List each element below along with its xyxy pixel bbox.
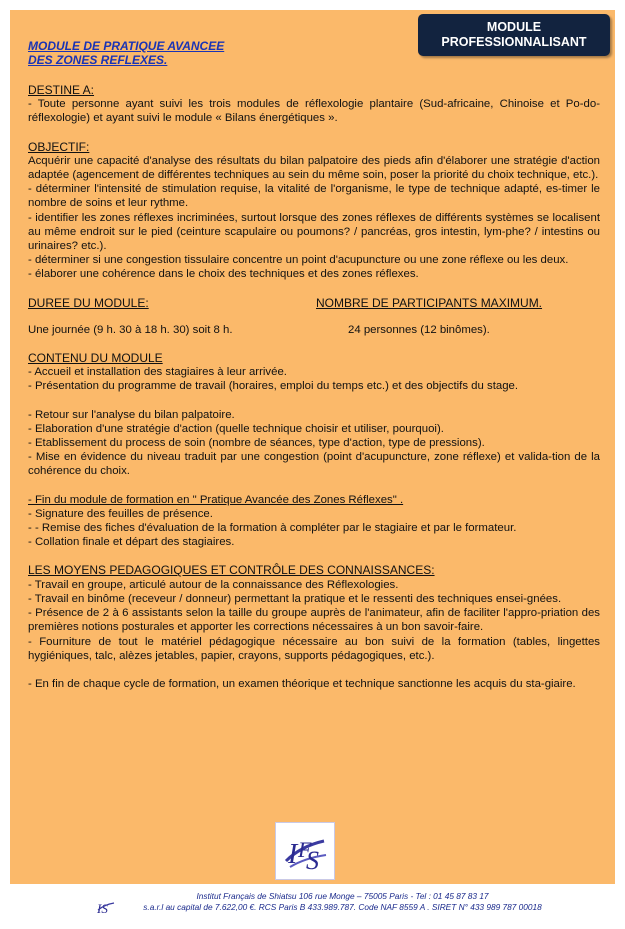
contenu-heading: CONTENU DU MODULE: [28, 351, 163, 366]
moyens-item: - Travail en groupe, articulé autour de la connaissance des Réflexologies.: [28, 578, 399, 591]
objectif-line: - déterminer si une congestion tissulaire concentre un point d'acupuncture ou une zone réflexe ou les deux.: [28, 254, 569, 267]
svg-text:F: F: [298, 837, 312, 862]
footer-line-2: s.a.r.l au capital de 7.622,00 €. RCS Paris B 433.989.787. Code NAF 8559 A . SIRET N° 433 989 787 00018: [143, 902, 542, 912]
svg-text:I: I: [288, 839, 298, 870]
destine-text: - Toute personne ayant suivi les trois modules de réflexologie plantaire (Sud-africaine, Chinoise et Po-do-réflexologie) et ayant suivi le module « Bilans énergétiques ».: [28, 98, 600, 125]
ifs-logo: [275, 822, 335, 880]
participants-value: 24 personnes (12 binômes).: [348, 323, 490, 336]
module-title: [28, 40, 600, 67]
footer: [0, 891, 625, 913]
objectif-line: - élaborer une cohérence dans le choix des techniques et des zones réflexes.: [28, 268, 419, 281]
badge-line-2: PROFESSIONNALISANT: [441, 35, 587, 49]
contenu-item: - Collation finale et départ des stagiaires.: [28, 536, 235, 549]
moyens-heading: LES MOYENS PEDAGOGIQUES ET CONTRÔLE DES CONNAISSANCES:: [28, 563, 435, 578]
contenu-item: - Etablissement du process de soin (nombre de séances, type d'action, type de pressions).: [28, 437, 485, 450]
moyens-item: - Fourniture de tout le matériel pédagogique nécessaire au bon suivi de la formation (tables, lingettes hygiéniques, talc, alèzes jetables, papier, crayons, supports pédagogiques, etc.).: [28, 635, 600, 662]
destine-heading: DESTINE A:: [28, 83, 95, 97]
contenu-item: - Signature des feuilles de présence.: [28, 507, 213, 520]
footer-line-1: Institut Français de Shiatsu 106 rue Monge – 75005 Paris - Tel : 01 45 87 83 17: [196, 891, 489, 901]
contenu-item: - Retour sur l'analyse du bilan palpatoire.: [28, 408, 235, 421]
contenu-item: - - Remise des fiches d'évaluation de la formation à compléter par le stagiaire et par le formateur.: [28, 522, 517, 535]
objectif-heading: OBJECTIF:: [28, 139, 90, 154]
contenu-item: - Elaboration d'une stratégie d'action (quelle technique choisir et utiliser, pourquoi).: [28, 422, 444, 435]
badge-line-1: MODULE: [486, 20, 542, 34]
objectif-line: Acquérir une capacité d'analyse des résultats du bilan palpatoire des pieds afin d'élaborer une stratégie d'action adaptée (agencement de différentes techniques au sein du même soin, poser la priorité du choix technique, etc.).: [28, 154, 600, 182]
duree-value: Une journée (9 h. 30 à 18 h. 30) soit 8 h.: [28, 323, 233, 336]
moyens-item: - Travail en binôme (receveur / donneur) permettant la pratique et le ressenti des techniques ensei-gnées.: [28, 592, 562, 605]
moyens-final: - En fin de chaque cycle de formation, un examen théorique et technique sanctionne les acquis du sta-giaire.: [28, 677, 576, 690]
contenu-item: - Mise en évidence du niveau traduit par une congestion (point d'acupuncture, zone réflexe) et valida-tion de la cohérence du choix.: [28, 451, 600, 478]
module-title-line-2: DES ZONES REFLEXES.: [28, 52, 168, 67]
contenu-item: - Présentation du programme de travail (horaires, emploi du temps etc.) et des objectifs du stage.: [28, 380, 519, 393]
objectif-line: - déterminer l'intensité de stimulation requise, la vitalité de l'organisme, le type de technique adapté, es-timer le nombre de soins et leur rythme.: [28, 183, 600, 210]
duree-heading: DUREE DU MODULE:: [28, 295, 149, 310]
contenu-item: - Accueil et installation des stagiaires à leur arrivée.: [28, 366, 287, 379]
moyens-item: - Présence de 2 à 6 assistants selon la taille du groupe auprès de l'animateur, afin de faciliter l'appro-priation des premières notions posturales et apporter les corrections nécessaires à un bon savoir-faire.: [28, 607, 600, 634]
duree-participants-headings: [28, 296, 600, 323]
svg-text:S: S: [306, 846, 319, 875]
svg-text:IS: IS: [97, 901, 108, 916]
duree-participants-values: [28, 323, 600, 337]
objectif-line: - identifier les zones réflexes incriminées, surtout lorsque des zones réflexes de différents systèmes se localisent au même endroit sur le pied (ceinture scapulaire ou poumons? / pancréas, gros intestin, lym-phe? / intestins ou urinaires? etc.).: [28, 211, 600, 253]
document-body: [28, 40, 600, 691]
participants-heading: NOMBRE DE PARTICIPANTS MAXIMUM.: [316, 295, 543, 310]
module-title-line-1: MODULE DE PRATIQUE AVANCEE: [28, 39, 225, 53]
fin-module-heading: - Fin du module de formation en " Pratique Avancée des Zones Réflexes" .: [28, 493, 404, 506]
